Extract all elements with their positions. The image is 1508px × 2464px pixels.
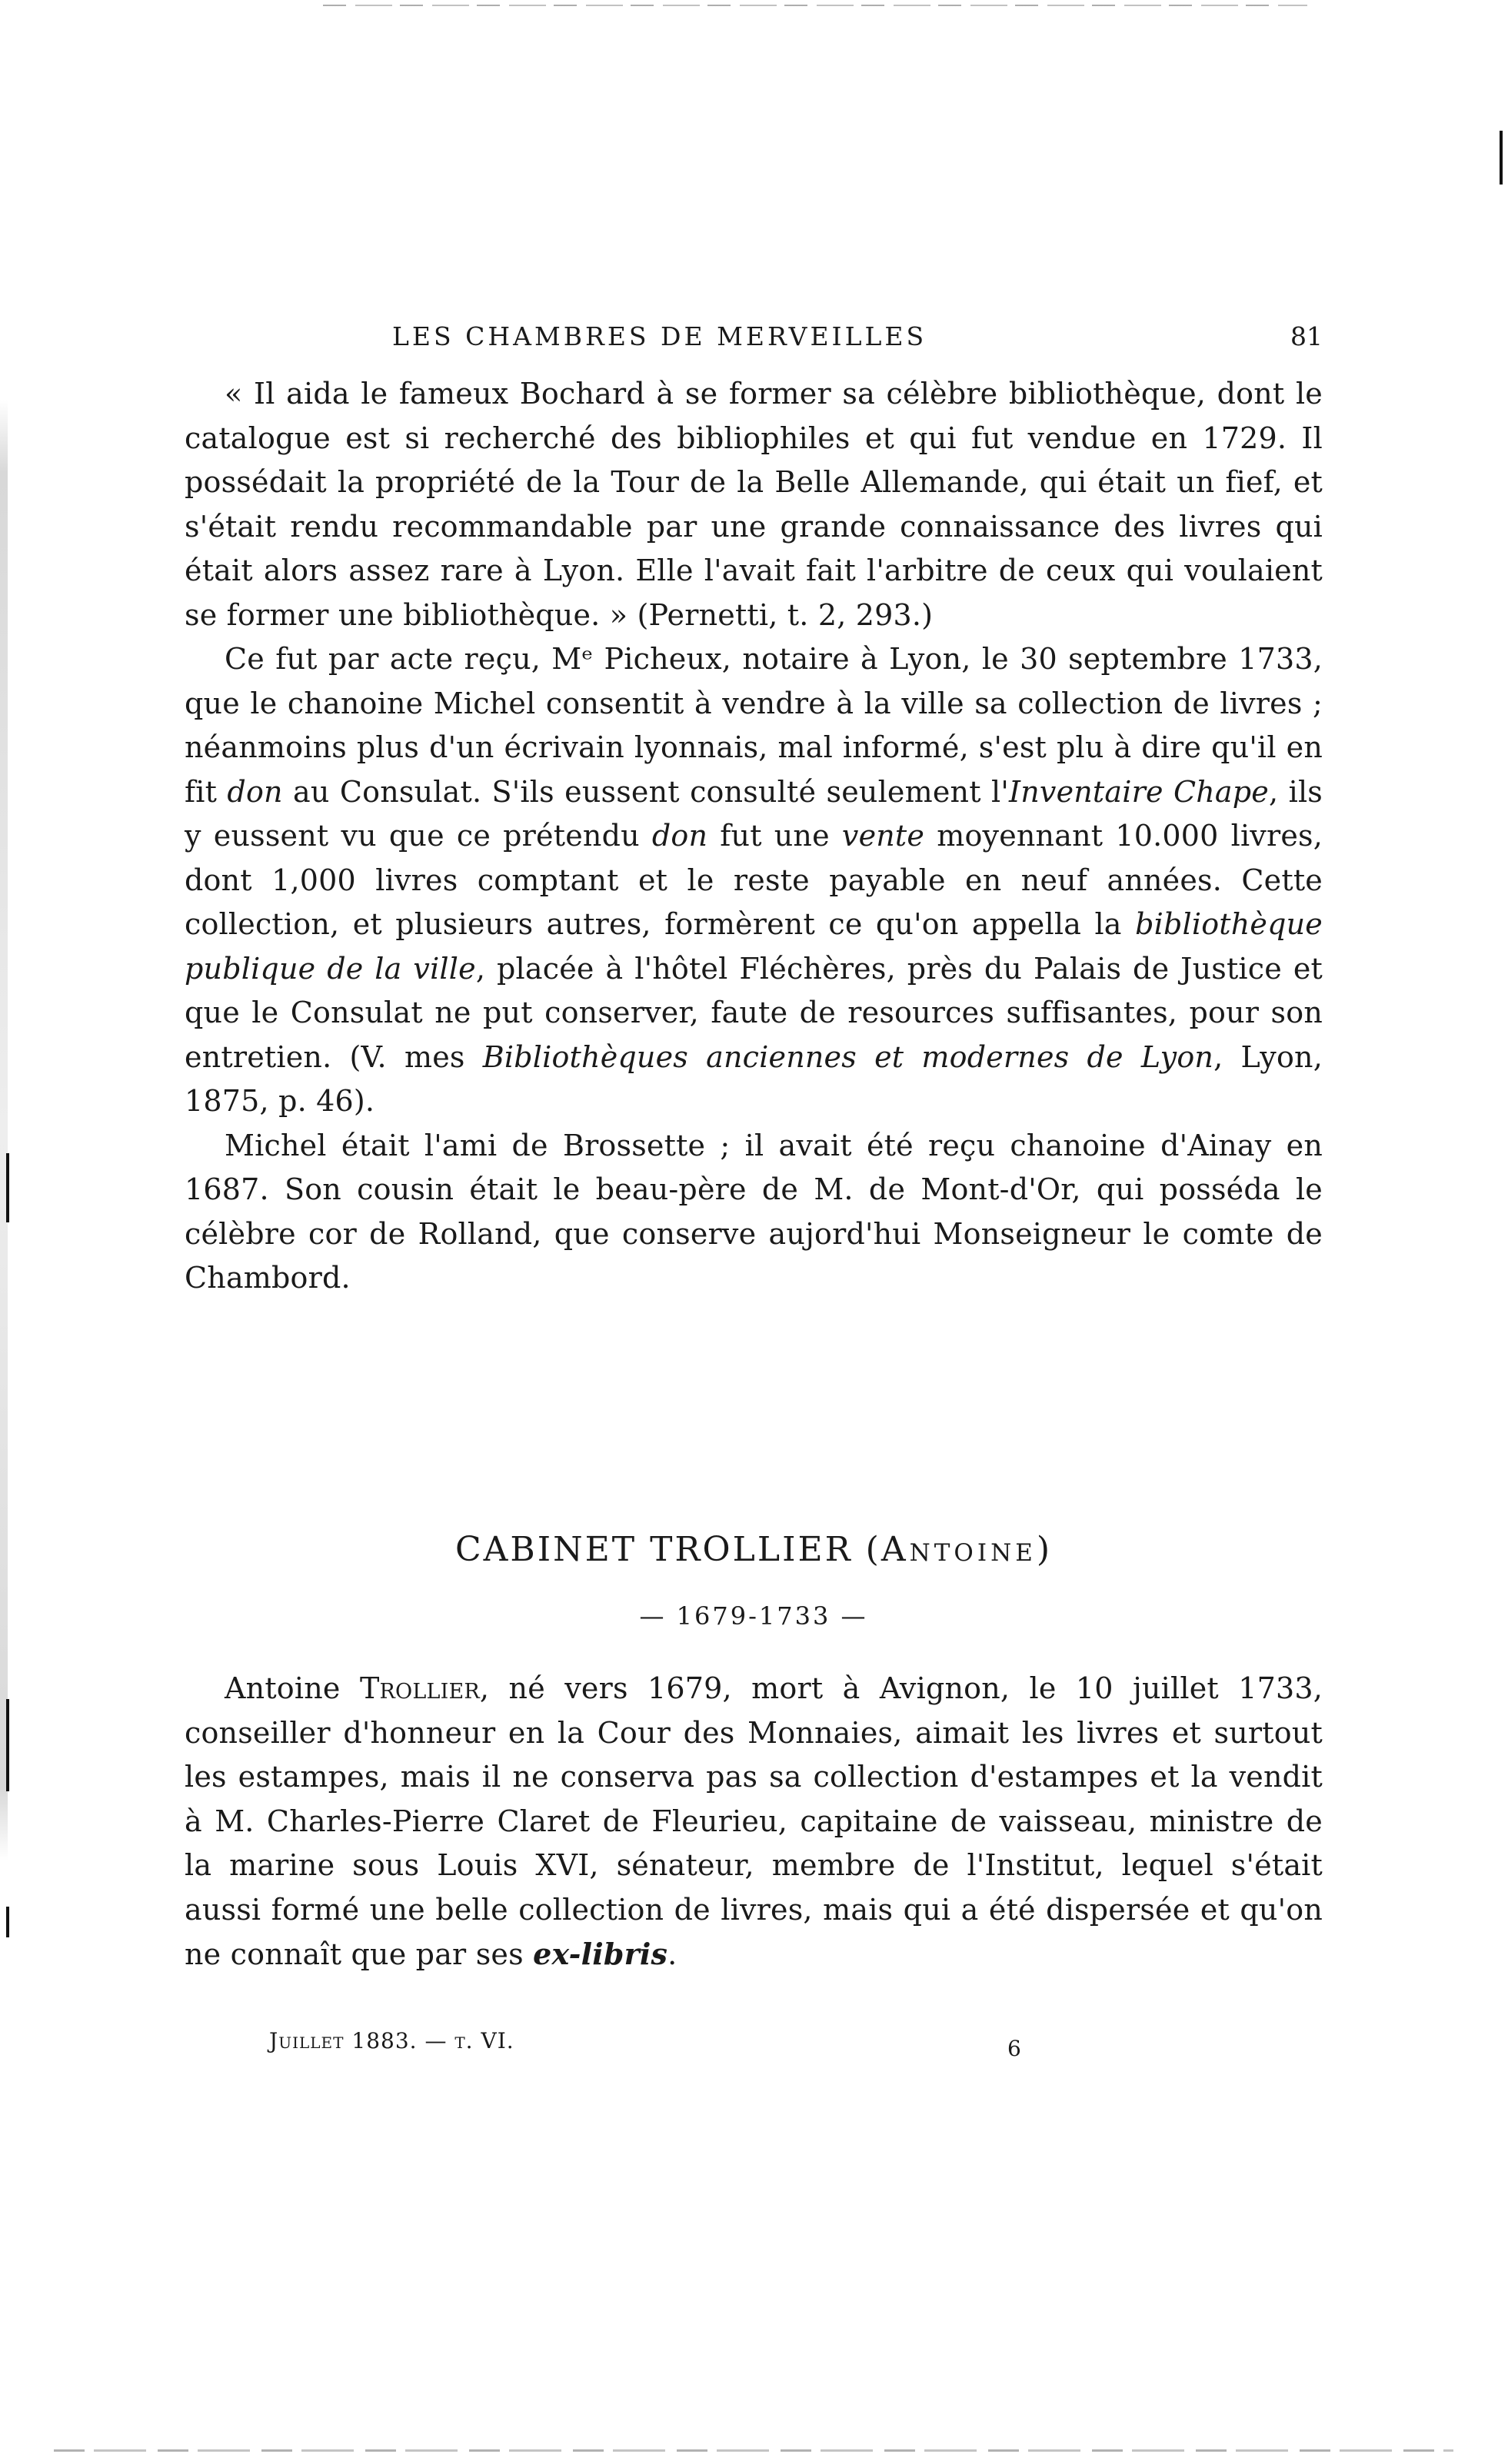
section-dates: — 1679-1733 — [639, 1601, 868, 1631]
footer-signature: Juillet 1883. — t. VI. [269, 2028, 514, 2053]
heading-name: Antoine [880, 1530, 1037, 1569]
section-text [185, 1667, 1323, 1977]
scan-edge-top [323, 5, 1307, 6]
text-run-italic: ex-libris [533, 1937, 668, 1971]
binding-shadow [0, 400, 8, 1860]
margin-mark [6, 1907, 9, 1937]
text-run: . [667, 1937, 677, 1971]
text-run: moyennant 10.000 livres, dont 1,000 livres comptant et le reste payable en neuf années. Cette collection, et plusieurs autres, formèrent ce qu'on appella la [185, 819, 1323, 941]
text-run-italic: Inventaire Chape [1009, 774, 1269, 809]
text-run: , Lyon, 1875, p. 46). [185, 1039, 1323, 1118]
text-run: , ils y eussent vu que ce prétendu [185, 774, 1323, 853]
margin-mark [6, 1699, 9, 1791]
margin-mark [6, 1153, 9, 1222]
text-run: , placée à l'hôtel Fléchères, près du Palais de Justice et que le Consulat ne put conserver, faute de resources suffisantes, pour son entretien. (V. mes [185, 951, 1323, 1074]
paragraph-michel: Michel était l'ami de Brossette ; il avait été reçu chanoine d'Ainay en 1687. Son cousin était le beau-père de M. de Mont-d'Or, qui posséda le célèbre cor de Rolland, que conserve aujord'hui Monseigneur le comte de Chambord. [185, 1128, 1323, 1295]
section-heading [185, 1530, 1323, 1569]
running-title: LES CHAMBRES DE MERVEILLES [392, 321, 927, 351]
page-number: 81 [1290, 321, 1323, 351]
paragraph-quote [185, 372, 1323, 637]
heading-text: CABINET TROLLIER ( [454, 1530, 881, 1569]
text-run-italic: don [227, 774, 283, 809]
text-run: Antoine [225, 1671, 360, 1705]
text-run: , né vers 1679, mort à Avignon, le 10 juillet 1733, conseiller d'honneur en la Cour des Monnaies, aimait les livres et surtout les estampes, mais il ne conserva pas sa collection d'estampes et la vendit à M. Charles-Pierre Claret de Fleurieu, capitaine de vaisseau, ministre de la marine sous Louis XVI, sénateur, membre de l'Institut, lequel s'était aussi formé une belle collection de livres, mais qui a été dispersée et qu'on ne connaît que par ses [185, 1671, 1323, 1971]
sheet-number: 6 [1007, 2036, 1021, 2061]
running-head [185, 321, 1323, 367]
text-run-italic: vente [841, 819, 925, 853]
text-run-italic: Bibliothèques anciennes et modernes de Lyon [482, 1039, 1214, 1074]
text-run-smallcaps: Trollier [359, 1671, 480, 1705]
text-run: Ce fut par acte reçu, Mᵉ Picheux, notaire à Lyon, le 30 septembre 1733, que le chanoine Michel consentit à vendre à la ville sa collection de livres ; néanmoins plus d'un écrivain lyonnais, mal informé, s'est plu à dire qu'il en fit [185, 642, 1323, 809]
heading-text: ) [1036, 1530, 1053, 1569]
text-run: au Consulat. S'ils eussent consulté seulement l' [282, 774, 1010, 809]
text-run-italic: don [651, 819, 708, 853]
scan-edge-bottom [54, 2449, 1453, 2452]
quote-citation: (Pernetti, t. 2, 293.) [637, 597, 934, 632]
quote-text: « Il aida le fameux Bochard à se former sa célèbre bibliothèque, dont le catalogue est si recherché des bibliophiles et qui fut vendue en 1729. Il possédait la propriété de la Tour de la Belle Allemande, qui était un fief, et s'était rendu recommandable par une grande connaissance des livres qui était alors assez rare à Lyon. Elle l'avait fait l'arbitre de ceux qui voulaient se former une bibliothèque. » [185, 377, 1323, 632]
paragraph-trollier [185, 1667, 1323, 1977]
text-run: fut une [707, 819, 842, 853]
text-run-italic: bibliothèque publique de la ville [185, 907, 1323, 986]
paragraph-sale [185, 637, 1323, 1124]
margin-mark [1500, 131, 1503, 185]
main-text [185, 372, 1323, 1301]
